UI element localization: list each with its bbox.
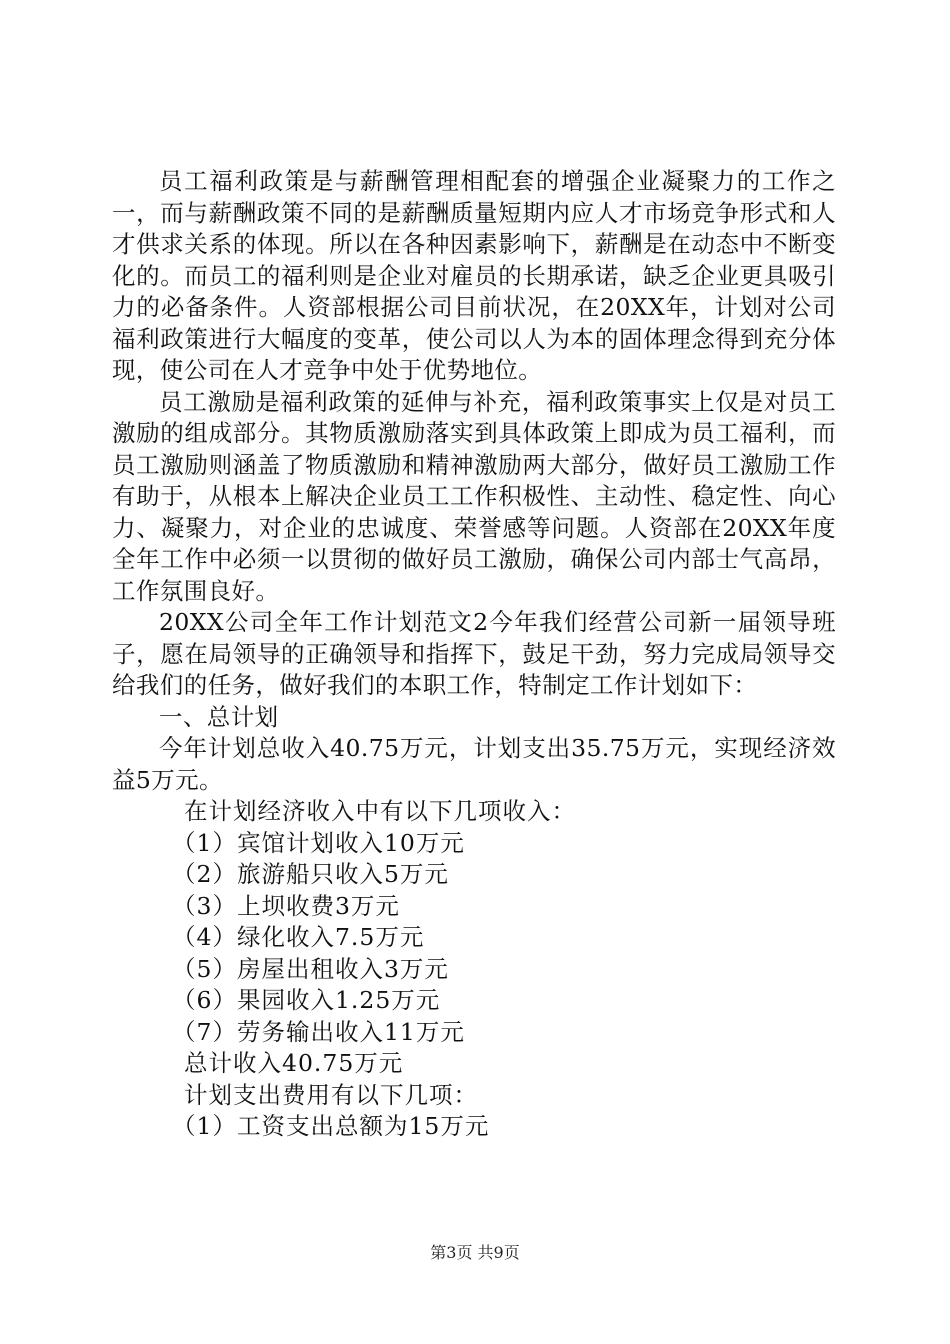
income-item: （1）宾馆计划收入10万元 [172, 828, 465, 857]
income-item: （4）绿化收入7.5万元 [172, 923, 425, 951]
expense-intro: 计划支出费用有以下几项： [184, 1080, 478, 1109]
income-item: （5）房屋出租收入3万元 [172, 954, 449, 983]
paragraph-plan-intro: 20XX公司全年工作计划范文2今年我们经营公司新一届领导班子，愿在局领导的正确领导和指挥下，鼓足干劲，努力完成局领导交给我们的任务，做好我们的本职工作，特制定工作计划如下： [112, 608, 836, 699]
document-body [112, 166, 836, 1143]
income-item: （7）劳务输出收入11万元 [172, 1017, 465, 1046]
page-number-footer: 第3页 共9页 [430, 1243, 520, 1262]
income-item: （6）果园收入1.25万元 [172, 986, 441, 1014]
income-item: （3）上坝收费3万元 [172, 891, 400, 920]
expense-item: （1）工资支出总额为15万元 [172, 1112, 490, 1140]
section-heading-total-plan: 一、总计划 [159, 702, 279, 731]
income-item: （2）旅游船只收入5万元 [172, 860, 449, 888]
income-total: 总计收入40.75万元 [184, 1049, 404, 1077]
income-intro: 在计划经济收入中有以下几项收入： [184, 797, 576, 825]
paragraph-welfare-policy: 员工福利政策是与薪酬管理相配套的增强企业凝聚力的工作之一，而与薪酬政策不同的是薪酬质量短期内应人才市场竞争形式和人才供求关系的体现。所以在各种因素影响下，薪酬是在动态中不断变化的。而员工的福利则是企业对雇员的长期承诺，缺乏企业更具吸引力的必备条件。人资部根据公司目前状况，在20XX年，计划对公司福利政策进行大幅度的变革，使公司以人为本的固体理念得到充分体现，使公司在人才竞争中处于优势地位。 [112, 167, 836, 384]
paragraph-employee-incentive: 员工激励是福利政策的延伸与补充，福利政策事实上仅是对员工激励的组成部分。其物质激励落实到具体政策上即成为员工福利，而员工激励则涵盖了物质激励和精神激励两大部分，做好员工激励工作有助于，从根本上解决企业员工工作积极性、主动性、稳定性、向心力、凝聚力，对企业的忠诚度、荣誉感等问题。人资部在20XX年度全年工作中必须一以贯彻的做好员工激励，确保公司内部士气高昂，工作氛围良好。 [112, 387, 836, 605]
paragraph-total-income: 今年计划总收入40.75万元，计划支出35.75万元，实现经济效益5万元。 [112, 734, 836, 794]
